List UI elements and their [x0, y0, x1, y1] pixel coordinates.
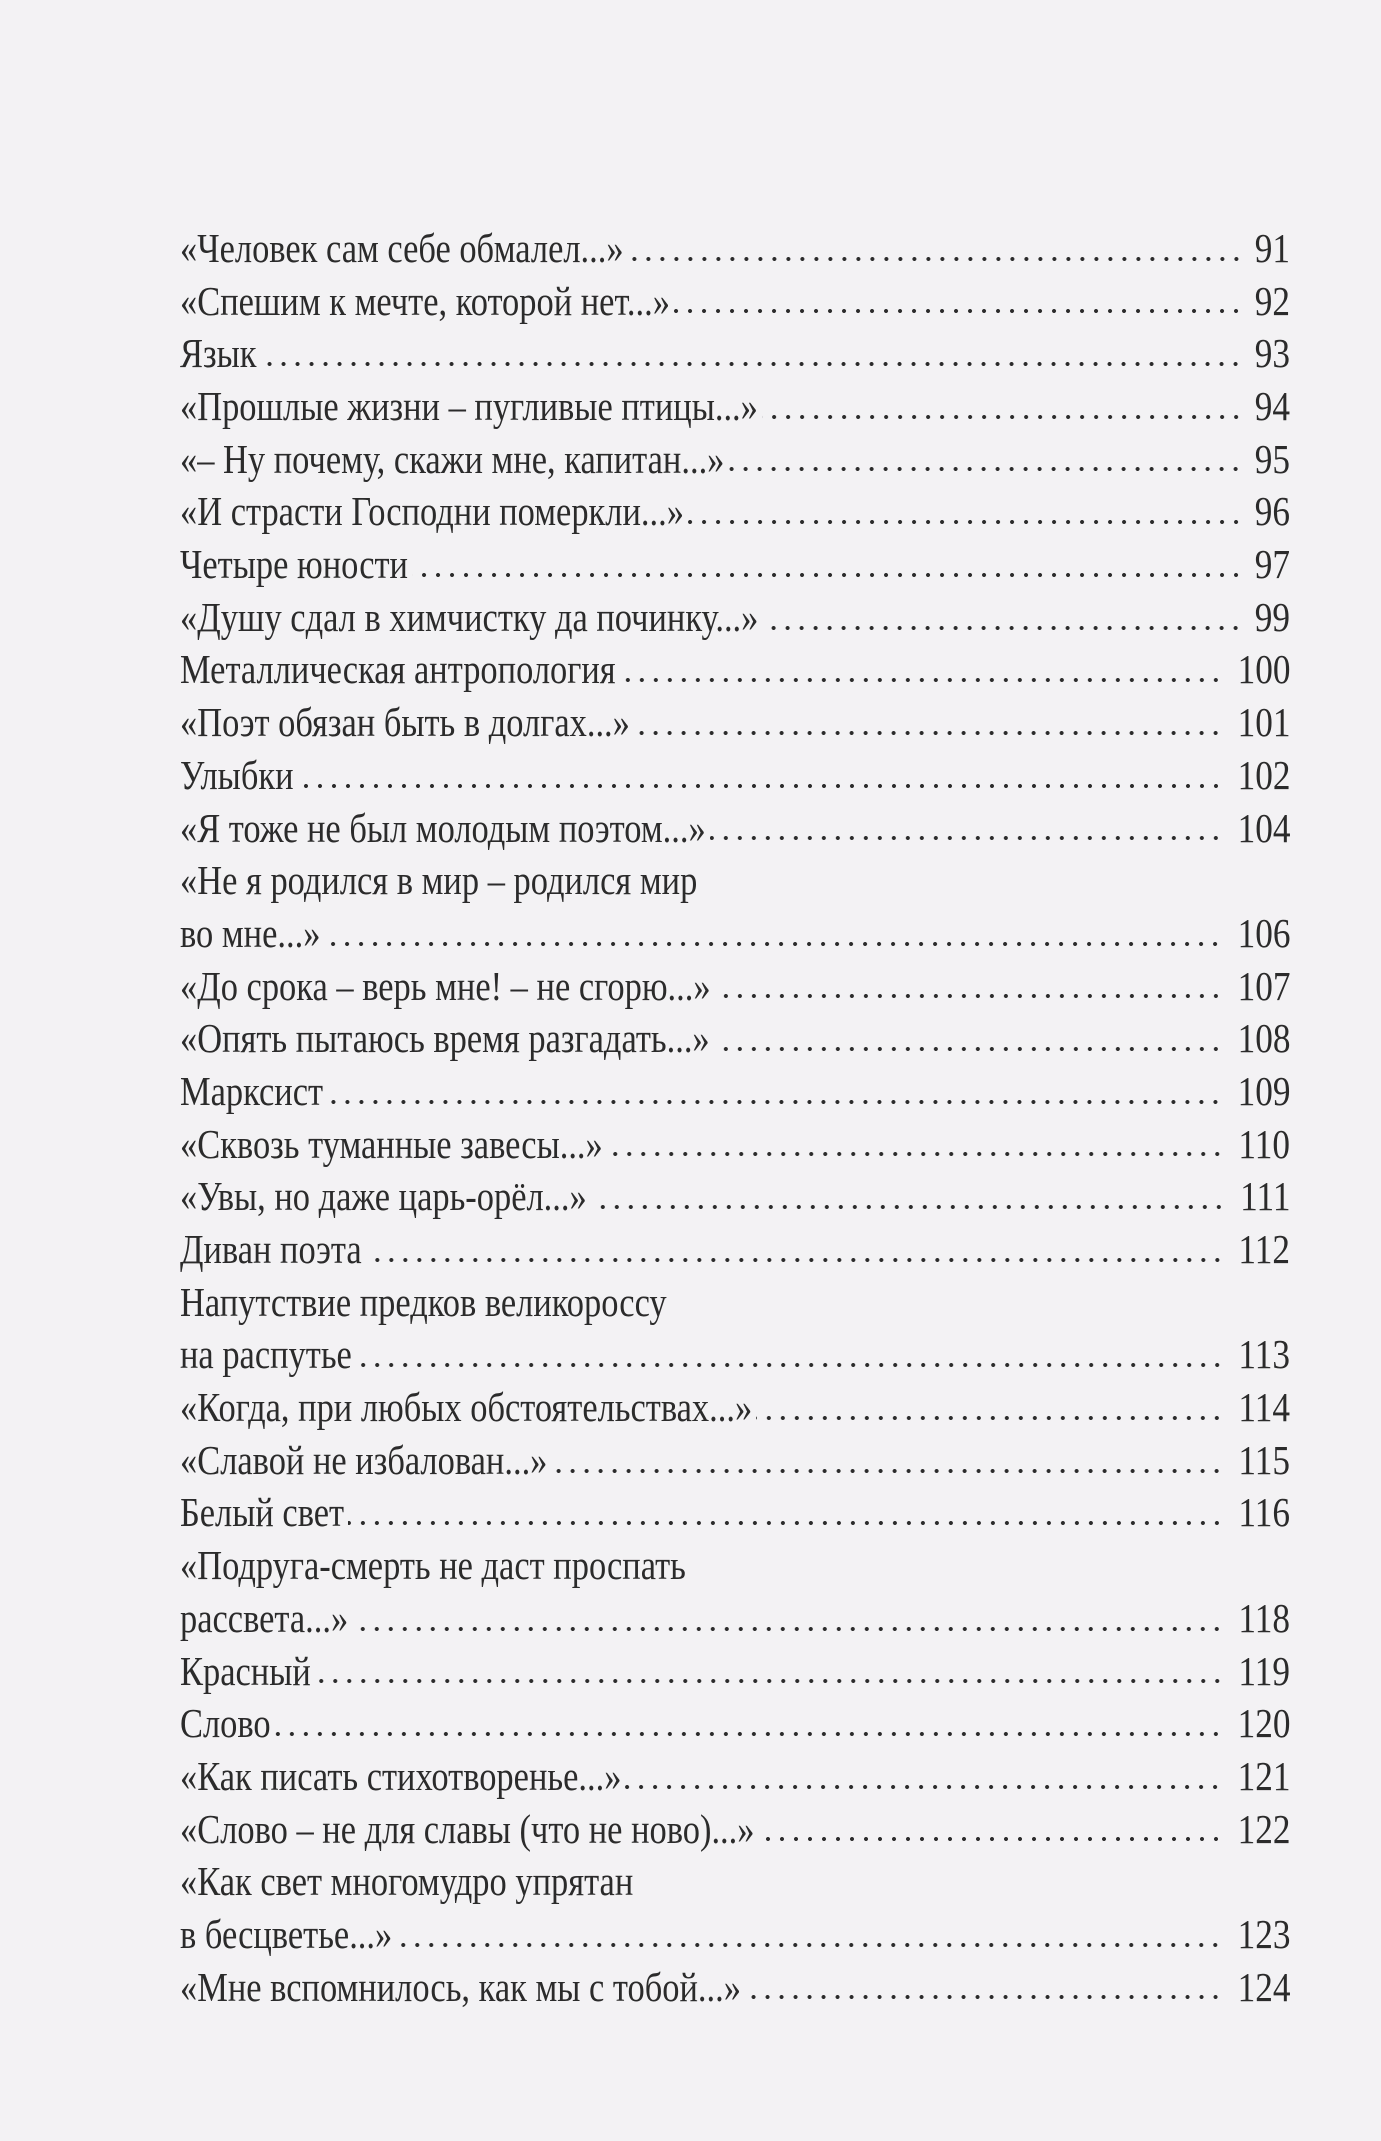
toc-title-wrap [180, 1803, 755, 1856]
toc-title-wrap [180, 1381, 752, 1434]
page-number: 108 [1237, 1015, 1290, 1062]
toc-title: «Увы, но даже царь-орёл...» [180, 1173, 587, 1220]
dot-leader [714, 1045, 1223, 1053]
toc-line [180, 1170, 1290, 1223]
table-of-contents [180, 222, 1290, 2013]
toc-title: Диван поэта [180, 1226, 362, 1273]
toc-title-wrap [180, 1645, 311, 1698]
toc-line [180, 433, 1290, 486]
toc-entry [180, 1855, 1290, 1960]
dot-leader [674, 307, 1243, 315]
page-number: 102 [1237, 751, 1290, 798]
page-number: 118 [1238, 1594, 1290, 1641]
toc-title-wrap [180, 1697, 271, 1750]
toc-title: Напутствие предков великороссу [180, 1278, 667, 1325]
dot-leader [352, 1625, 1224, 1633]
toc-entry [180, 1961, 1290, 2014]
toc-title: «Славой не избалован...» [180, 1436, 548, 1483]
toc-title: на распутье [180, 1331, 352, 1378]
page-number: 104 [1237, 804, 1290, 851]
page-number: 92 [1254, 277, 1290, 324]
toc-title-wrap [180, 433, 724, 486]
toc-title-wrap [180, 696, 630, 749]
toc-line [180, 1539, 1290, 1592]
toc-title-wrap [180, 1486, 344, 1539]
toc-title: «Слово – не для славы (что не ново)...» [180, 1805, 755, 1852]
toc-entry [180, 327, 1290, 380]
toc-line [180, 1434, 1290, 1487]
toc-line [180, 1118, 1290, 1171]
page-number: 109 [1237, 1067, 1290, 1114]
page-number: 113 [1238, 1331, 1290, 1378]
toc-title-wrap [180, 1855, 633, 1908]
toc-title-wrap [180, 1592, 348, 1645]
toc-line [180, 1065, 1290, 1118]
toc-title: Улыбки [180, 751, 294, 798]
dot-leader [745, 1993, 1223, 2001]
toc-line [180, 538, 1290, 591]
dot-leader [688, 518, 1243, 526]
toc-title-wrap [180, 1065, 323, 1118]
toc-entry [180, 1697, 1290, 1750]
toc-entry [180, 1118, 1290, 1171]
page-number: 107 [1237, 962, 1290, 1009]
dot-leader [625, 1783, 1222, 1791]
page-number: 99 [1254, 593, 1290, 640]
toc-title-wrap [180, 1223, 362, 1276]
toc-title: Четыре юности [180, 541, 408, 588]
toc-entry [180, 1276, 1290, 1381]
toc-line [180, 222, 1290, 275]
toc-title: «Как писать стихотворенье...» [180, 1752, 622, 1799]
dot-leader [412, 571, 1243, 579]
dot-leader [715, 992, 1223, 1000]
toc-line [180, 591, 1290, 644]
toc-title: «Не я родился в мир – родился мир [180, 857, 698, 904]
toc-entry [180, 485, 1290, 538]
toc-title: «Опять пытаюсь время разгадать...» [180, 1015, 710, 1062]
toc-entry [180, 1065, 1290, 1118]
page-number: 114 [1238, 1384, 1290, 1431]
toc-title: «Мне вспомнилось, как мы с тобой...» [180, 1963, 741, 2010]
toc-title-wrap [180, 1328, 352, 1381]
page-number: 110 [1238, 1120, 1290, 1167]
toc-line [180, 1012, 1290, 1065]
toc-title-wrap [180, 1012, 710, 1065]
toc-entry [180, 1487, 1290, 1540]
toc-entry [180, 1539, 1290, 1644]
toc-entry [180, 591, 1290, 644]
toc-entry [180, 854, 1290, 959]
toc-title: «– Ну почему, скажи мне, капитан...» [180, 435, 725, 482]
dot-leader [756, 1414, 1224, 1422]
page-number: 123 [1237, 1910, 1290, 1957]
toc-title: во мне...» [180, 909, 321, 956]
toc-entry [180, 1381, 1290, 1434]
toc-title-wrap [180, 1750, 621, 1803]
dot-leader [762, 624, 1243, 632]
toc-entry [180, 275, 1290, 328]
toc-entry [180, 380, 1290, 433]
toc-entry [180, 1645, 1290, 1698]
toc-line [180, 1803, 1290, 1856]
toc-entry [180, 433, 1290, 486]
toc-entry [180, 222, 1290, 275]
toc-entry [180, 696, 1290, 749]
toc-entry [180, 802, 1290, 855]
toc-line [180, 1328, 1290, 1381]
toc-line [180, 1487, 1290, 1540]
page-number: 91 [1254, 224, 1290, 271]
toc-title-wrap [180, 380, 758, 433]
toc-entry [180, 1170, 1290, 1223]
toc-line [180, 275, 1290, 328]
page-number: 95 [1254, 435, 1290, 482]
dot-leader [348, 1519, 1224, 1527]
page-number: 116 [1238, 1489, 1290, 1536]
toc-title: «До срока – верь мне! – не сгорю...» [180, 962, 711, 1009]
toc-title: «Когда, при любых обстоятельствах...» [180, 1384, 753, 1431]
toc-line [180, 1223, 1290, 1276]
toc-title: Красный [180, 1647, 311, 1694]
page-number: 124 [1237, 1963, 1290, 2010]
toc-title: «Сквозь туманные завесы...» [180, 1120, 603, 1167]
page-number: 112 [1238, 1226, 1290, 1273]
toc-line [180, 1961, 1290, 2014]
dot-leader [551, 1467, 1224, 1475]
dot-leader [728, 465, 1243, 473]
dot-leader [762, 413, 1243, 421]
toc-line [180, 907, 1290, 960]
dot-leader [327, 1098, 1222, 1106]
toc-title-wrap [180, 327, 256, 380]
dot-leader [759, 1835, 1223, 1843]
toc-title-wrap [180, 1908, 392, 1961]
toc-title: «Как свет многомудро упрятан [180, 1858, 634, 1905]
toc-title-wrap [180, 1118, 603, 1171]
toc-line [180, 327, 1290, 380]
toc-title: рассвета...» [180, 1594, 349, 1641]
page-number: 94 [1254, 383, 1290, 430]
page-number: 97 [1254, 541, 1290, 588]
dot-leader [324, 940, 1222, 948]
toc-entry [180, 538, 1290, 591]
toc-entry [180, 1803, 1290, 1856]
page-number: 101 [1237, 699, 1290, 746]
toc-line [180, 802, 1290, 855]
toc-title: «Подруга-смерть не даст проспать [180, 1542, 686, 1589]
toc-line [180, 485, 1290, 538]
page-number: 122 [1237, 1805, 1290, 1852]
toc-title-wrap [180, 1961, 741, 2014]
toc-line [180, 1645, 1290, 1698]
toc-entry [180, 749, 1290, 802]
toc-title: «Поэт обязан быть в долгах...» [180, 699, 630, 746]
toc-line [180, 960, 1290, 1013]
toc-line [180, 749, 1290, 802]
toc-entry [180, 960, 1290, 1013]
page-number: 100 [1237, 646, 1290, 693]
toc-title: «Спешим к мечте, которой нет...» [180, 277, 670, 324]
dot-leader [298, 782, 1223, 790]
toc-title-wrap [180, 275, 670, 328]
dot-leader [396, 1941, 1222, 1949]
toc-title: «Прошлые жизни – пугливые птицы...» [180, 383, 758, 430]
toc-line [180, 644, 1290, 697]
dot-leader [275, 1730, 1223, 1738]
toc-line [180, 1750, 1290, 1803]
toc-title: «И страсти Господни померкли...» [180, 488, 684, 535]
toc-title-wrap [180, 960, 711, 1013]
toc-title-wrap [180, 1434, 547, 1487]
toc-title: «Я тоже не был молодым поэтом...» [180, 804, 706, 851]
toc-title-wrap [180, 643, 616, 696]
page-number: 96 [1254, 488, 1290, 535]
toc-line [180, 1697, 1290, 1750]
dot-leader [315, 1677, 1224, 1685]
dot-leader [628, 255, 1243, 263]
toc-title: «Душу сдал в химчистку да починку...» [180, 593, 759, 640]
toc-line [180, 1381, 1290, 1434]
dot-leader [366, 1256, 1224, 1264]
toc-title: Белый свет [180, 1489, 345, 1536]
page-number: 121 [1237, 1752, 1290, 1799]
toc-title-wrap [180, 1170, 587, 1223]
page-number: 93 [1254, 330, 1290, 377]
toc-title-wrap [180, 749, 294, 802]
toc-title-wrap [180, 1276, 667, 1329]
toc-title: Язык [180, 330, 257, 377]
dot-leader [620, 676, 1223, 684]
page-number: 119 [1238, 1647, 1290, 1694]
toc-entry [180, 1012, 1290, 1065]
toc-title-wrap [180, 538, 408, 591]
page-number: 111 [1239, 1173, 1290, 1220]
toc-title-wrap [180, 802, 706, 855]
toc-title: «Человек сам себе обмалел...» [180, 224, 624, 271]
toc-title-wrap [180, 591, 758, 644]
toc-title: в бесцветье...» [180, 1910, 393, 1957]
toc-line [180, 1855, 1290, 1908]
toc-line [180, 854, 1290, 907]
toc-title: Металлическая антропология [180, 646, 616, 693]
toc-title-wrap [180, 222, 624, 275]
dot-leader [634, 729, 1223, 737]
dot-leader [710, 834, 1223, 842]
toc-line [180, 380, 1290, 433]
page-number: 106 [1237, 909, 1290, 956]
toc-title: Слово [180, 1700, 271, 1747]
dot-leader [356, 1361, 1224, 1369]
dot-leader [260, 360, 1243, 368]
page-number: 115 [1238, 1436, 1290, 1483]
toc-entry [180, 1434, 1290, 1487]
dot-leader [591, 1203, 1226, 1211]
page-number: 120 [1237, 1700, 1290, 1747]
dot-leader [607, 1150, 1224, 1158]
toc-entry [180, 1750, 1290, 1803]
toc-entry [180, 1223, 1290, 1276]
toc-title-wrap [180, 1539, 686, 1592]
toc-line [180, 1592, 1290, 1645]
toc-title-wrap [180, 485, 684, 538]
toc-line [180, 1908, 1290, 1961]
toc-title-wrap [180, 907, 320, 960]
toc-title-wrap [180, 854, 697, 907]
toc-title: Марксист [180, 1067, 324, 1114]
toc-line [180, 1276, 1290, 1329]
toc-entry [180, 644, 1290, 697]
toc-line [180, 696, 1290, 749]
